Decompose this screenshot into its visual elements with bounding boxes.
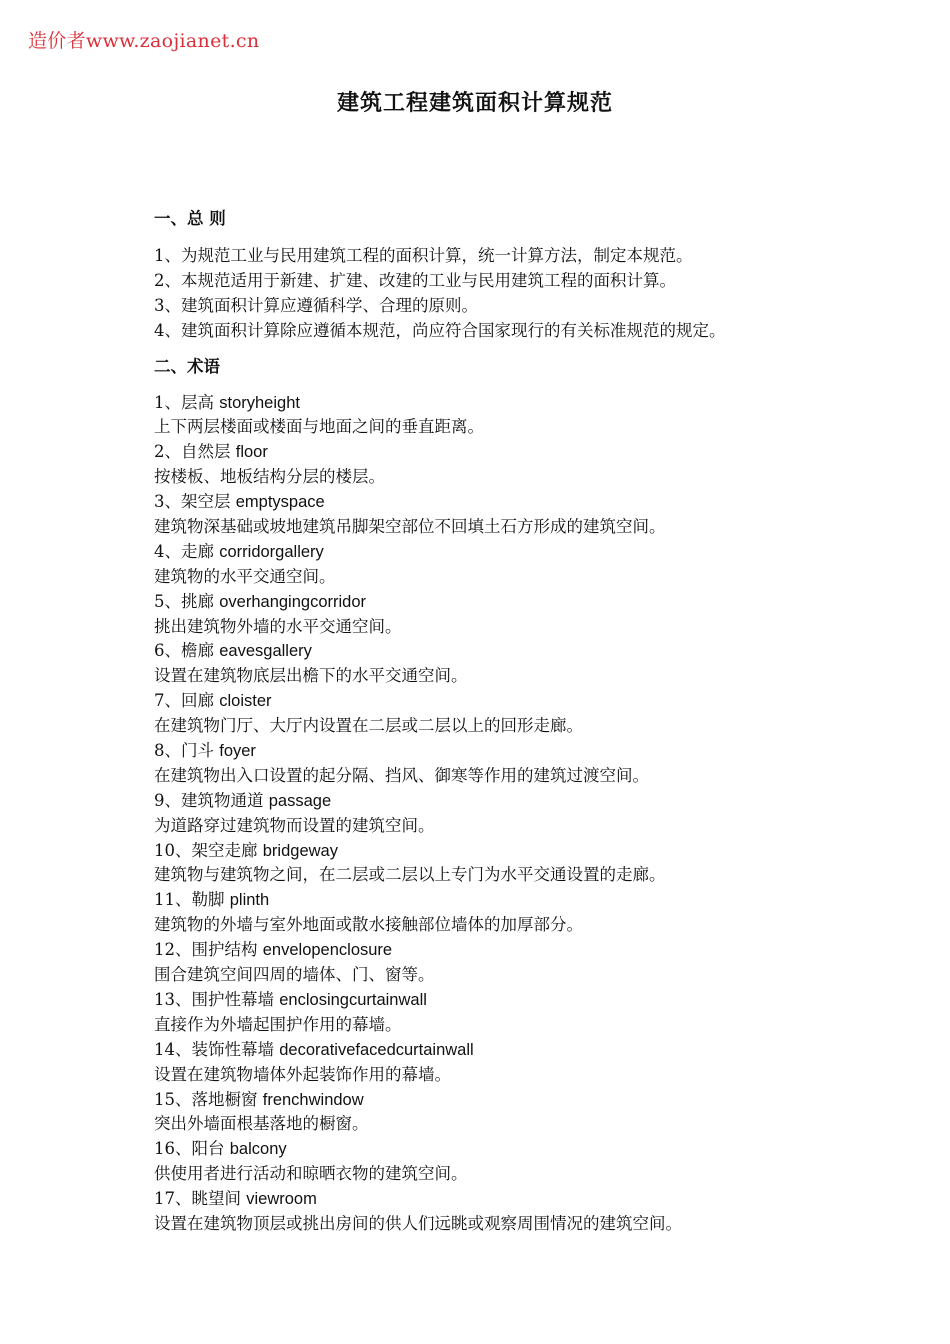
term-definition: 供使用者进行活动和晾晒衣物的建筑空间。: [154, 1164, 468, 1184]
term-chinese-name: 1、层高: [154, 392, 220, 412]
watermark: 造价者www.zaojianet.cn: [28, 30, 260, 52]
term-english-name: enclosingcurtainwall: [279, 990, 427, 1009]
term-definition: 建筑物的水平交通空间。: [154, 566, 336, 586]
term-title: [154, 1088, 874, 1113]
term-english-name: decorativefacedcurtainwall: [279, 1040, 474, 1059]
term-title: [154, 689, 874, 714]
term-chinese-name: 16、阳台: [154, 1139, 230, 1159]
terms-list: [154, 391, 874, 1237]
term-chinese-name: 5、挑廊: [154, 591, 220, 611]
term-english-name: overhangingcorridor: [219, 592, 367, 611]
term-english-name: frenchwindow: [262, 1090, 364, 1109]
term-title: [154, 1038, 874, 1063]
term-title: [154, 490, 874, 515]
term-definition: 围合建筑空间四周的墙体、门、窗等。: [154, 965, 435, 985]
term-chinese-name: 7、回廊: [154, 691, 220, 711]
term-definition: 建筑物与建筑物之间，在二层或二层以上专门为水平交通设置的走廊。: [154, 865, 666, 885]
term-chinese-name: 10、架空走廊: [154, 840, 263, 860]
term-definition: 按楼板、地板结构分层的楼层。: [154, 467, 385, 487]
term-title: [154, 1137, 874, 1162]
term-definition: 建筑物的外墙与室外地面或散水接触部位墙体的加厚部分。: [154, 915, 583, 935]
section-heading-terms: 二、术语: [154, 356, 220, 376]
section-heading-general: 一、总 则: [154, 209, 226, 228]
term-english-name: eavesgallery: [219, 642, 312, 661]
term-chinese-name: 13、围护性幕墙: [154, 989, 280, 1009]
term-definition: 为道路穿过建筑物而设置的建筑空间。: [154, 815, 435, 835]
term-title: [154, 1187, 874, 1212]
term-english-name: envelopenclosure: [262, 941, 393, 960]
term-english-name: foyer: [219, 742, 256, 761]
term-english-name: floor: [235, 443, 268, 462]
term-title: [154, 888, 874, 913]
term-chinese-name: 4、走廊: [154, 541, 220, 561]
term-title: [154, 540, 874, 565]
term-title: [154, 639, 874, 664]
term-title: [154, 789, 874, 814]
general-provisions-list: [154, 244, 874, 344]
document-body: [154, 206, 874, 1237]
term-definition: 设置在建筑物底层出檐下的水平交通空间。: [154, 666, 468, 686]
term-chinese-name: 14、装饰性幕墙: [154, 1039, 280, 1059]
term-definition: 在建筑物门厅、大厅内设置在二层或二层以上的回形走廊。: [154, 716, 583, 736]
term-chinese-name: 8、门斗: [154, 741, 220, 761]
provision-item: 1、为规范工业与民用建筑工程的面积计算，统一计算方法，制定本规范。: [154, 246, 693, 265]
term-english-name: viewroom: [246, 1190, 317, 1209]
term-title: [154, 839, 874, 864]
provision-item: 2、本规范适用于新建、扩建、改建的工业与民用建筑工程的面积计算。: [154, 270, 676, 290]
term-title: [154, 440, 874, 465]
term-chinese-name: 17、眺望间: [154, 1189, 247, 1209]
term-chinese-name: 2、自然层: [154, 442, 236, 462]
term-definition: 挑出建筑物外墙的水平交通空间。: [154, 616, 402, 636]
term-english-name: balcony: [229, 1140, 287, 1159]
term-title: [154, 739, 874, 764]
provision-item: 4、建筑面积计算除应遵循本规范，尚应符合国家现行的有关标准规范的规定。: [154, 320, 726, 340]
term-definition: 设置在建筑物顶层或挑出房间的供人们远眺或观察周围情况的建筑空间。: [154, 1213, 682, 1233]
term-definition: 突出外墙面根基落地的橱窗。: [154, 1114, 369, 1134]
term-chinese-name: 3、架空层: [154, 492, 236, 512]
term-english-name: plinth: [229, 891, 270, 910]
term-title: [154, 988, 874, 1013]
term-definition: 在建筑物出入口设置的起分隔、挡风、御寒等作用的建筑过渡空间。: [154, 765, 649, 785]
term-title: [154, 590, 874, 615]
term-definition: 直接作为外墙起围护作用的幕墙。: [154, 1014, 402, 1034]
term-english-name: passage: [268, 791, 332, 810]
term-chinese-name: 9、建筑物通道: [154, 790, 269, 810]
term-english-name: bridgeway: [262, 841, 338, 860]
term-definition: 上下两层楼面或楼面与地面之间的垂直距离。: [154, 417, 484, 437]
term-chinese-name: 11、勒脚: [154, 890, 230, 910]
term-title: [154, 391, 874, 416]
term-english-name: corridorgallery: [219, 542, 324, 561]
term-english-name: emptyspace: [235, 493, 325, 512]
term-definition: 建筑物深基础或坡地建筑吊脚架空部位不回填土石方形成的建筑空间。: [154, 517, 666, 537]
term-english-name: storyheight: [219, 393, 300, 412]
provision-item: 3、建筑面积计算应遵循科学、合理的原则。: [154, 295, 478, 315]
term-title: [154, 938, 874, 963]
term-definition: 设置在建筑物墙体外起装饰作用的幕墙。: [154, 1064, 451, 1084]
page-title: 建筑工程建筑面积计算规范: [336, 91, 613, 116]
term-chinese-name: 6、檐廊: [154, 641, 220, 661]
term-chinese-name: 15、落地橱窗: [154, 1089, 263, 1109]
term-english-name: cloister: [219, 692, 272, 711]
term-chinese-name: 12、围护结构: [154, 940, 263, 960]
